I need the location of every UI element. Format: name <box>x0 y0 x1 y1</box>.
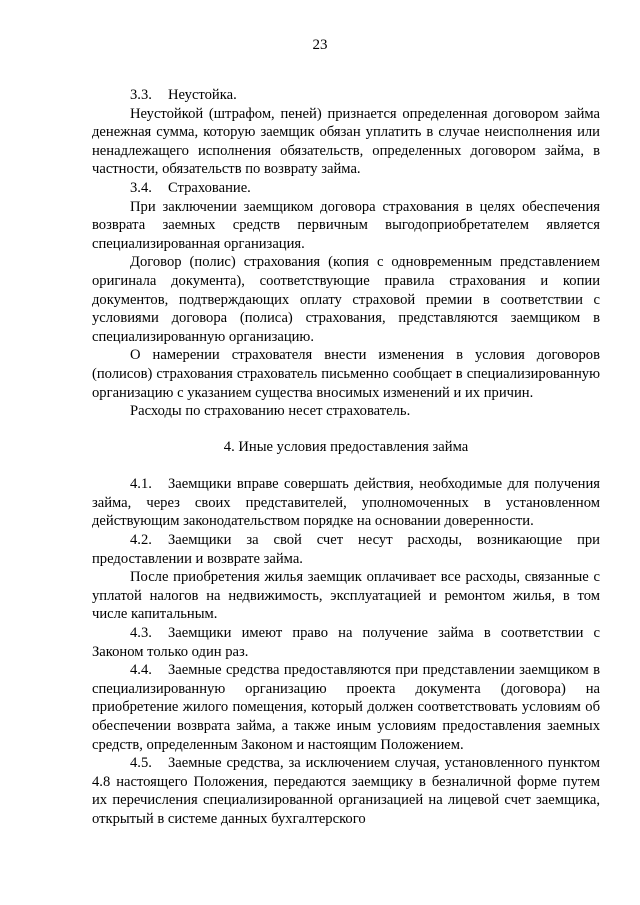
item-text: Заемщики имеют право на получение займа в соответствии с Законом только один раз. <box>92 625 600 660</box>
item-text: Заемщики вправе совершать действия, необходимые для получения займа, через своих представителей, уполномоченных в установленном действующим законодательством порядке на основании доверенности. <box>92 476 600 530</box>
document-body <box>92 86 600 829</box>
item-4-3 <box>92 624 600 661</box>
paragraph: Неустойкой (штрафом, пеней) признается определенная договором займа денежная сумма, которую заемщик обязан уплатить в случае неисполнения или ненадлежащего исполнения обязательств, определенных договором займа, в частности, обязательств по возврату займа. <box>92 105 600 178</box>
item-number: 4.2. <box>130 532 152 549</box>
item-number: 4.3. <box>130 625 152 642</box>
paragraph: После приобретения жилья заемщик оплачивает все расходы, связанные с уплатой налогов на недвижимость, эксплуатацией и ремонтом жилья, в том числе капитальным. <box>92 569 600 623</box>
subsection-title: Неустойка. <box>168 87 237 103</box>
item-number: 4.4. <box>130 662 152 679</box>
item-number: 4.1. <box>130 476 152 493</box>
item-4-4 <box>92 661 600 754</box>
item-4-5 <box>92 754 600 828</box>
item-4-2 <box>92 531 600 568</box>
paragraph: Расходы по страхованию несет страхователь. <box>130 403 411 420</box>
page-number: 23 <box>312 37 328 53</box>
subsection-3-4-heading <box>92 179 600 198</box>
item-4-1 <box>92 475 600 531</box>
paragraph: Договор (полис) страхования (копия с одновременным представлением оригинала документа), соответствующие правила страхования и копии документов, подтверждающих оплату страховой премии в соответствии с условиями договора (полиса) страхования, представляются заемщиком в специализированную организацию. <box>92 254 600 345</box>
subsection-number: 3.4. <box>130 179 152 196</box>
item-number: 4.5. <box>130 755 152 772</box>
item-text: Заемные средства, за исключением случая, установленного пунктом 4.8 настоящего Положения, передаются заемщику в безналичной форме путем их перечисления специализированной организацией на лицевой счет заемщика, открытый в системе данных бухгалтерского <box>92 755 600 827</box>
item-text: Заемные средства предоставляются при представлении заемщиком в специализированную организацию проекта документа (договора) на приобретение жилого помещения, который должен соответствовать условиям об обеспечении возврата займа, а также иным условиям предоставления заемных средств, определенным Законом и настоящим Положением. <box>92 662 600 753</box>
subsection-title: Страхование. <box>168 179 251 196</box>
subsection-number: 3.3. <box>130 87 152 103</box>
paragraph: При заключении заемщиком договора страхования в целях обеспечения возврата заемных средств первичным выгодоприобретателем является специализированная организация. <box>92 198 600 252</box>
paragraph: О намерении страхователя внести изменения в условия договоров (полисов) страхования страхователь письменно сообщает в специализированную организацию с указанием существа вносимых изменений и их причин. <box>92 347 600 401</box>
item-text: Заемщики за свой счет несут расходы, возникающие при предоставлении и возврате займа. <box>92 532 600 567</box>
section-4-heading: 4. Иные условия предоставления займа <box>223 438 469 455</box>
subsection-3-3-heading <box>92 86 600 105</box>
